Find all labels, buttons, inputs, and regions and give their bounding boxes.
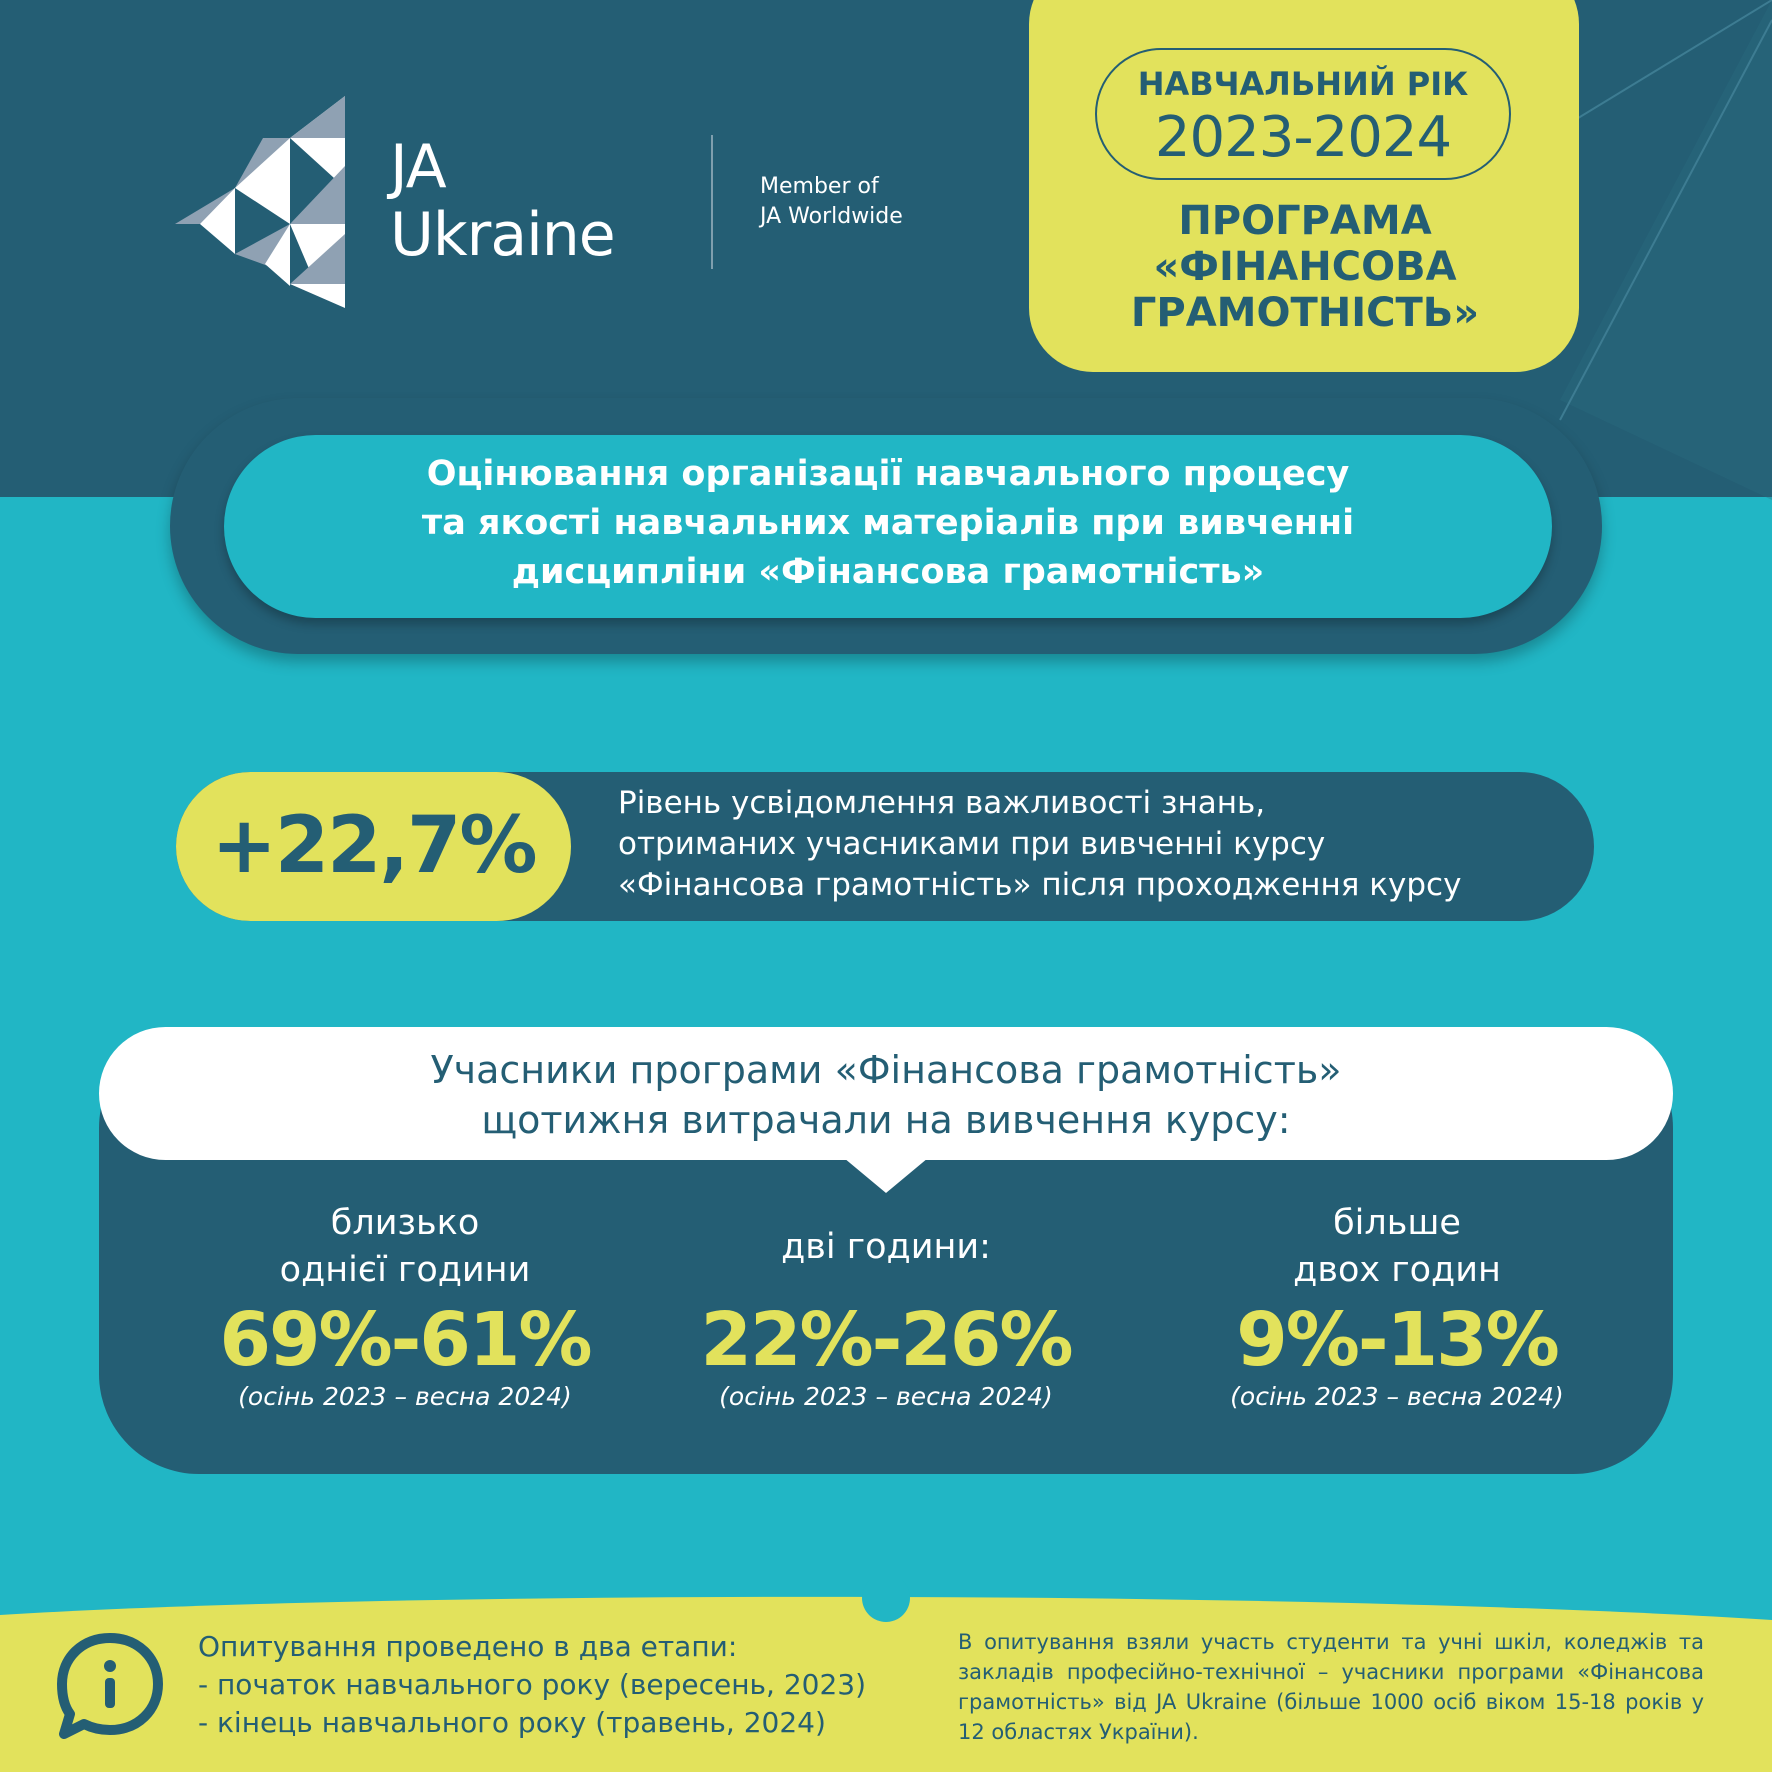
- hours-period: (осінь 2023 – весна 2024): [238, 1382, 572, 1411]
- stat-description: Рівень усвідомлення важливості знань, отриманих учасниками при вивченні курсу «Фінансова грамотність» після проходження курсу: [618, 785, 1462, 903]
- hours-percent: 22%-26%: [700, 1297, 1072, 1383]
- academic-year-range: 2023-2024: [1154, 105, 1452, 170]
- brand-name-line2: Ukraine: [390, 200, 615, 270]
- hours-label: близько однієї години: [279, 1203, 531, 1290]
- hours-column-two-hours: [656, 1200, 1116, 1414]
- info-icon: [54, 1630, 166, 1742]
- page-title: Оцінювання організації навчального процесу та якості навчальних матеріалів при вивченні дисципліни «Фінансова грамотність»: [421, 454, 1355, 592]
- hours-period: (осінь 2023 – весна 2024): [1230, 1382, 1564, 1411]
- hours-percent: 9%-13%: [1236, 1297, 1558, 1383]
- participants-text: В опитування взяли участь студенти та учні шкіл, коледжів та закладів професійно-технічної – учасники програми «Фінансова грамотність» від JA Ukraine (більше 1000 осіб віком 15-18 років у 12 областях України).: [958, 1630, 1704, 1744]
- academic-year-label: НАВЧАЛЬНИЙ РІК: [1137, 65, 1469, 103]
- brand-name-line1: JA: [390, 132, 446, 202]
- hours-period: (осінь 2023 – весна 2024): [719, 1382, 1053, 1411]
- hours-percent: 69%-61%: [219, 1297, 591, 1383]
- survey-stages-text: Опитування проведено в два етапи: - початок навчального року (вересень, 2023) - кінець навчального року (травень, 2024): [198, 1630, 866, 1739]
- ja-logo-icon: [175, 96, 350, 308]
- member-line1: Member of: [760, 174, 879, 199]
- hours-label: більше двох годин: [1293, 1203, 1501, 1290]
- hours-column-more-than-two: [1167, 1200, 1627, 1414]
- bubble-pointer: [844, 1158, 928, 1193]
- hours-label: дві години:: [781, 1226, 991, 1267]
- hours-column-one-hour: [175, 1200, 635, 1414]
- member-line2: JA Worldwide: [760, 204, 903, 229]
- hours-header-text: Учасники програми «Фінансова грамотність» щотижня витрачали на вивчення курсу:: [430, 1048, 1342, 1142]
- program-title: ПРОГРАМА «ФІНАНСОВА ГРАМОТНІСТЬ»: [1130, 198, 1480, 336]
- stat-value: +22,7%: [211, 801, 536, 891]
- logo-divider: [711, 135, 713, 269]
